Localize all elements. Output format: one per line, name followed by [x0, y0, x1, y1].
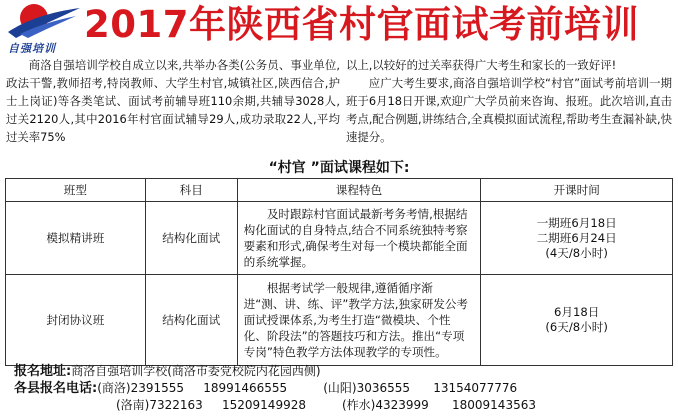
phone-number: (商洛)2391555 — [97, 381, 185, 395]
header-time: 开课时间 — [481, 179, 673, 202]
phone-line-2 — [116, 397, 536, 414]
subject-cell: 结构化面试 — [145, 202, 237, 275]
table-header-row — [6, 179, 673, 202]
feature-text: 及时跟踪村官面试最新考务考情,根据结构化面试的自身特点,结合不同系统独特考察要素和形式,确保考生对每一个模块都能全面的系统掌握。 — [243, 207, 468, 269]
intro-left-text: 商洛自强培训学校自成立以来,共举办各类(公务员、事业单位,政法干警,教师招考,特岗教师、大学生村官,城镇社区,陕西信合,护士上岗证)等各类笔试、面试考前辅导班110余期,共辅导3028人,过关2120人,其中2016年村官面试辅导29人,成功录取22人,平均过关率75% — [6, 58, 340, 144]
intro-right-text-2: 应广大考生要求,商洛自强培训学校“村官”面试考前培训一期班于6月18日开课,欢迎广大学员前来咨询、报班。此次培训,直击考点,配合例题,讲练结合,全真模拟面试流程,帮助考生查漏补缺,快速提分。 — [346, 76, 672, 144]
subject-cell: 结构化面试 — [145, 275, 237, 366]
phone-number: 18009143563 — [452, 398, 536, 412]
header-class-type: 班型 — [6, 179, 146, 202]
class-type-cell: 封闭协议班 — [6, 275, 146, 366]
address-line — [14, 363, 321, 380]
feature-cell — [237, 202, 481, 275]
phone-number: 18991466555 — [203, 381, 288, 395]
phone-number: (洛南)7322163 — [116, 398, 203, 412]
time-cell — [481, 275, 673, 366]
header-subject: 科目 — [145, 179, 237, 202]
feature-text: 根据考试学一般规律,遵循循序渐进“测、讲、练、评”教学方法,独家研发公考面试授课体系,为考生打造“微模块、个性化、阶段法”的答题技巧和方法。推出“专项专岗”特色教学方法体现教学的专项性。 — [243, 281, 469, 359]
time-line: 一期班6月18日 — [536, 215, 617, 230]
phone-line-1 — [14, 380, 517, 397]
header-feature: 课程特色 — [237, 179, 481, 202]
phone-number: 13154077776 — [433, 381, 518, 395]
course-subtitle: “村官 ”面试课程如下: — [268, 160, 410, 176]
intro-left — [6, 56, 340, 146]
time-line: (4天/8小时) — [545, 245, 608, 260]
table-row — [6, 275, 673, 366]
intro-right-text-1: 以上,以较好的过关率获得广大考生和家长的一致好评! — [346, 58, 617, 72]
class-type-cell: 模拟精讲班 — [6, 202, 146, 275]
time-cell — [481, 202, 673, 275]
course-table — [5, 178, 673, 366]
table-row — [6, 202, 673, 275]
time-line: (6天/8小时) — [545, 320, 608, 334]
address-label: 报名地址: — [14, 364, 72, 379]
feature-cell — [237, 275, 481, 366]
phone-number: (山阳)3036555 — [323, 381, 411, 395]
time-line: 6月18日 — [553, 305, 600, 319]
intro-right — [346, 56, 672, 146]
phone-label: 各县报名电话: — [14, 381, 98, 396]
phone-number: (柞水)4323999 — [342, 398, 429, 412]
phone-number: 15209149928 — [222, 398, 306, 412]
logo-text: 自强培训 — [8, 42, 56, 55]
page-title: 2017年陕西省村官面试考前培训 — [84, 3, 639, 46]
time-line: 二期班6月24日 — [536, 230, 617, 245]
address-text: 商洛自强培训学校(商洛市委党校院内花园西侧) — [71, 364, 321, 378]
sun-wing-logo-icon — [6, 2, 82, 42]
